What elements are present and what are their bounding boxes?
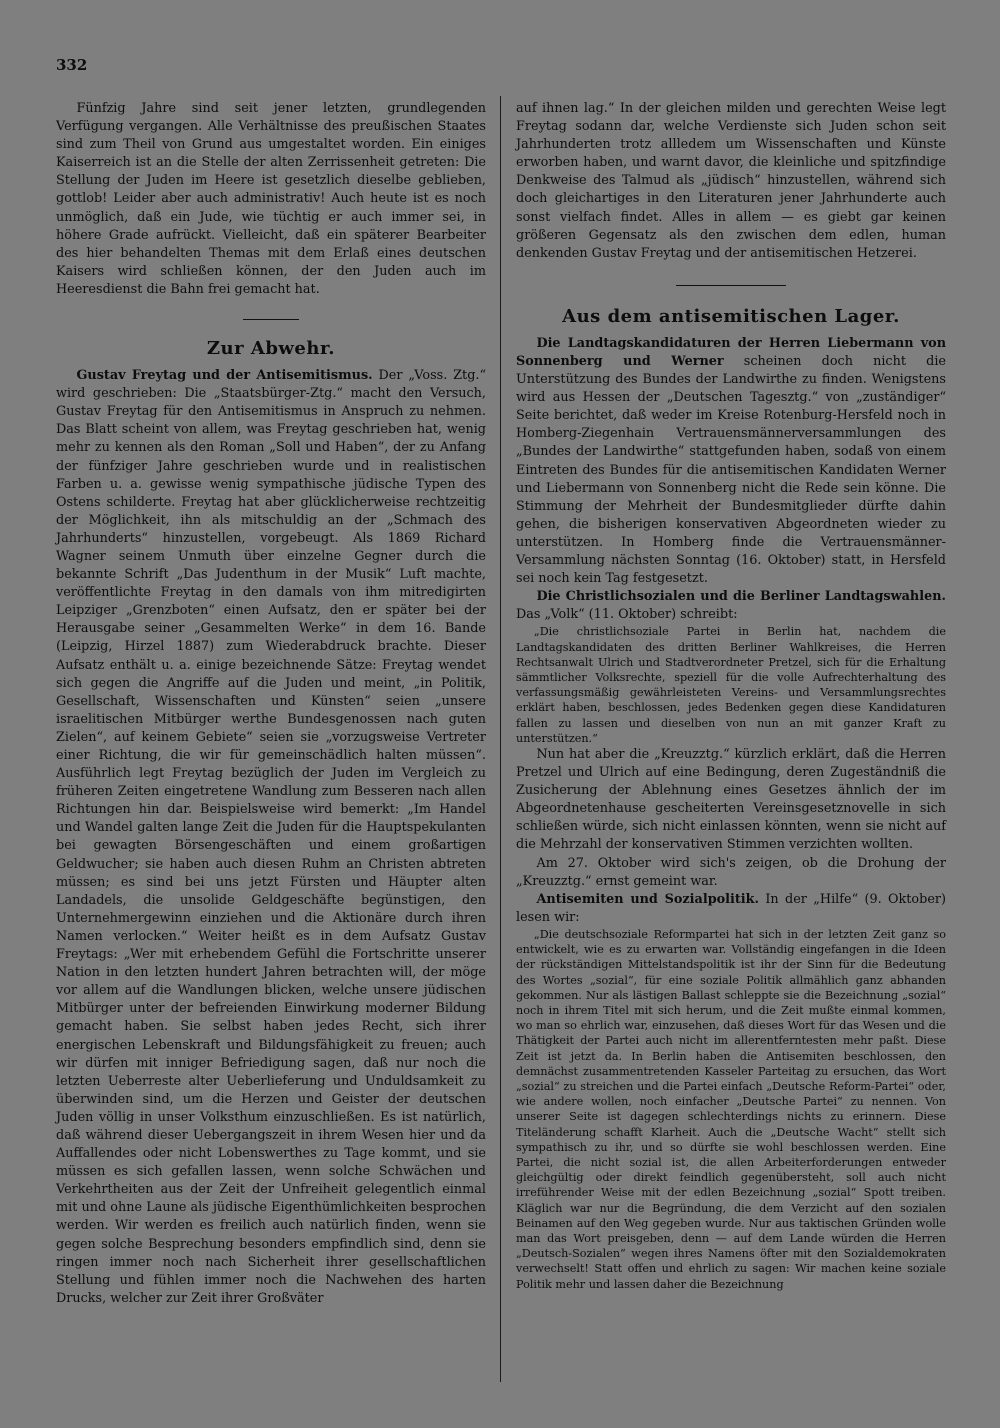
- sozpol-article: [516, 891, 946, 927]
- sozpol-quote: „Die deutschsoziale Reformpartei hat sich in der letzten Zeit ganz so entwickelt, wie es zu erwarten war. Vollständig eingefangen in die Ideen der rückständigen Mittelstandspolitik ist ihr der Sinn für die Bedeutung des Wortes „sozial“, für eine soziale Politik allmählich ganz abhanden gekommen. Nur als lästigen Ballast schleppte sie die Bezeichnung „sozial“ noch in ihrem Titel mit sich herum, und die Zeit mußte einmal kommen, wo man so ehrlich war, einzusehen, daß dieses Wort für das Wesen und die Thätigkeit der Partei auch nicht im allerentferntesten mehr paßt. Diese Zeit ist jetzt da. In Berlin haben die Antisemiten beschlossen, den demnächst zusammentretenden Kasseler Parteitag zu ersuchen, das Wort „sozial“ zu streichen und die Partei einfach „Deutsche Reform-Partei“ oder, wie andere wollen, noch einfacher „Deutsche Partei“ zu nennen. Von unserer Seite ist dagegen schlechterdings nichts zu erinnern. Diese Titeländerung schafft Klarheit. Auch die „Deutsche Wacht“ stellt sich sympathisch zu ihr, und so dürfte sie wohl beschlossen werden. Eine Partei, die nicht sozial ist, die allen Arbeiterforderungen entweder gleichgültig oder direkt feindlich gegenübersteht, soll auch nicht irreführender Weise mit der edlen Bezeichnung „sozial“ Spott treiben. Kläglich war nur die Begründung, die dem Verzicht auf den sozialen Beinamen auf den Weg gegeben wurde. Nur aus taktischen Gründen wolle man das Wort preisgeben, denn — auf dem Lande würden die Herren „Deutsch-Sozialen“ wegen ihres Namens öfter mit den Sozialdemokraten verwechselt! Statt offen und ehrlich zu sagen: Wir machen keine soziale Politik mehr und lassen daher die Bezeichnung: [516, 927, 946, 1291]
- oktober-paragraph: Am 27. Oktober wird sich's zeigen, ob die Drohung der „Kreuzztg.“ ernst gemeint war.: [516, 855, 946, 889]
- section-heading-abwehr: Zur Abwehr.: [206, 338, 336, 360]
- christsoz-article-lead: Die Christlichsozialen und die Berliner Landtagswahlen.: [536, 589, 946, 605]
- column-divider: [500, 96, 501, 1382]
- christsoz-article: [516, 588, 946, 624]
- left-column: [56, 100, 486, 1308]
- landtag-article-lead: Die Landtagskandidaturen der Herren Liebermann von Sonnenberg und Werner: [516, 335, 946, 369]
- intro-paragraph: Fünfzig Jahre sind seit jener letzten, grundlegenden Verfügung vergangen. Alle Verhältnisse des preußischen Staates sind zum Theil von Grund aus umgestaltet worden. Ein einiges Kaiserreich ist an die Stelle der alten Zerrissenheit getreten: Die Stellung der Juden im Heere ist gesetzlich dieselbe geblieben, gottlob! Leider aber auch administrativ! Auch heute ist es noch unmöglich, daß ein Jude, wie tüchtig er auch immer sei, in höhere Grade aufrückt. Vielleicht, daß ein späterer Bearbeiter des hier behandelten Themas mit dem Erlaß eines deutschen Kaisers wird schließen können, der den Juden auch im Heeresdienst die Bahn frei gemacht hat.: [56, 101, 486, 297]
- freytag-article: [56, 367, 486, 1308]
- section-heading-lager: Aus dem antisemitischen Lager.: [562, 305, 900, 327]
- christsoz-quote: „Die christlichsoziale Partei in Berlin hat, nachdem die Landtagskandidaten des dritten Berliner Wahlkreises, die Herren Rechtsanwalt Ulrich und Stadtverordneter Pretzel, sich für die Erhaltung sämmtlicher Volksrechte, speziell für die volle Aufrechterhaltung des verfassungsmäßig gewährleisteten Vereins- und Versammlungsrechtes erklärt haben, beschlossen, jedes Bedenken gegen diese Kandidaturen fallen zu lassen und dieselben von nun an mit ganzer Kraft zu unterstützen.“: [516, 625, 946, 745]
- section-rule: [243, 319, 299, 320]
- landtag-article: [516, 335, 946, 588]
- right-column: [516, 100, 946, 1292]
- landtag-article-text: scheinen doch nicht die Unterstützung des Bundes der Landwirthe zu finden. Wenigstens wird aus Hessen der „Deutschen Tagesztg.“ von „zuständiger“ Seite berichtet, daß weder im Kreise Rotenburg-Hersfeld noch in Homberg-Ziegenhain Vertrauensmännerversammlungen des „Bundes der Landwirthe“ stattgefunden haben, sodaß von einem Eintreten des Bundes für die antisemitischen Kandidaten Werner und Liebermann von Sonnenberg nicht die Rede sein könne. Die Stimmung der Mehrheit der Bundesmitglieder dürfte dahin gehen, die bisherigen konservativen Abgeordneten wieder zu unterstützen. In Homberg finde die Vertrauensmänner-Versammlung nächsten Sonntag (16. Oktober) statt, in Hersfeld sei noch kein Tag festgesetzt.: [516, 353, 946, 587]
- christsoz-article-text: Das „Volk“ (11. Oktober) schreibt:: [516, 607, 738, 623]
- sozpol-article-text: In der „Hilfe“ (9. Oktober) lesen wir:: [516, 891, 946, 925]
- page-number: 332: [56, 56, 88, 74]
- sozpol-article-lead: Antisemiten und Sozialpolitik.: [536, 891, 759, 907]
- section-rule: [676, 285, 786, 286]
- kreuzztg-paragraph: Nun hat aber die „Kreuzztg.“ kürzlich erklärt, daß die Herren Pretzel und Ulrich auf eine Bedingung, deren Zugeständniß die Zusicherung der Ablehnung eines Gesetzes ähnlich der im Abgeordnetenhause gescheiterten Vereinsgesetznovelle in sich schließen würde, sich nicht einlassen könnten, wenn sie nicht auf die Mehrzahl der konservativen Stimmen verzichten wollten.: [516, 746, 946, 853]
- freytag-article-lead: Gustav Freytag und der Antisemitismus.: [76, 368, 373, 384]
- freytag-article-text: Der „Voss. Ztg.“ wird geschrieben: Die „Staatsbürger-Ztg.“ macht den Versuch, Gustav Freytag für den Antisemitismus in Anspruch zu nehmen. Das Blatt scheint von allem, was Freytag geschrieben hat, wenig mehr zu kennen als den Roman „Soll und Haben“, der zu Anfang der fünfziger Jahre geschrieben wurde und in realistischen Farben u. a. gewisse wenig sympathische jüdische Typen des Ostens schilderte. Freytag hat aber glücklicherweise rechtzeitig der Möglichkeit, ihn als mitschuldig an der „Schmach des Jahrhunderts“ hinzustellen, vorgebeugt. Als 1869 Richard Wagner seinem Unmuth über einzelne Gegner durch die bekannte Schrift „Das Judenthum in der Musik“ Luft machte, veröffentlichte Freytag in den damals von ihm mitredigirten Leipziger „Grenzboten“ einen Aufsatz, den er später bei der Herausgabe seiner „Gesammelten Werke“ in dem 16. Bande (Leipzig, Hirzel 1887) zum Wiederabdruck brachte. Dieser Aufsatz enthält u. a. einige bezeichnende Sätze: Freytag wendet sich gegen die Angriffe auf die Juden und meint, „in Politik, Gesellschaft, Wissenschaften und Künsten“ seien „unsere israelitischen Mitbürger werthe Bundesgenossen nach guten Zielen“, auf keinem Gebiete“ seien sie „vorzugsweise Vertreter einer Richtung, die wir für gemeinschädlich halten müssen“. Ausführlich legt Freytag bezüglich der Juden im Vergleich zu früheren Zeiten eingetretene Wandlung zum Besseren nach allen Richtungen hin dar. Beispielsweise wird bemerkt: „Im Handel und Wandel galten lange Zeit die Juden für die Hauptspekulanten bei gewagten Börsengeschäften und einem großartigen Geldwucher; sie haben auch diesen Ruhm an Christen abtreten müssen; es sind bei uns jetzt Fürsten und Häupter alten Landadels, die unsolide Geldgeschäfte begünstigen, den Unternehmergewinn einziehen und die Aktionäre durch ihren Namen verlocken.“ Weiter heißt es in dem Aufsatz Gustav Freytags: „Wer mit erhebendem Gefühl die Fortschritte unserer Nation in den letzten hundert Jahren betrachten will, der möge vor allem auf die Wandlungen blicken, welche unsere jüdischen Mitbürger unter der befreienden Einwirkung moderner Bildung gemacht haben. Sie selbst haben jedes Recht, sich ihrer energischen Lebenskraft und Bildungsfähigkeit zu freuen; auch wir dürfen mit inniger Befriedigung sagen, daß nur noch die letzten Ueberreste alter Ueberlieferung und Unduldsamkeit zu überwinden sind, um die Herzen und Geister der deutschen Juden völlig in unser Volksthum einzuschließen. Es ist natürlich, daß während dieser Uebergangszeit in ihrem Wesen hier und da Auffallendes oder nicht Lobenswerthes zu Tage kommt, und sie müssen es sich gefallen lassen, wenn solche Schwächen und Verkehrtheiten aus der Zeit der Unfreiheit gelegentlich einmal mit und ohne Laune als jüdische Eigenthümlichkeiten besprochen werden. Wir werden es freilich auch natürlich finden, wenn sie gegen solche Besprechung besonders empfindlich sind, denn sie ringen immer noch nach Sicherheit ihrer gesellschaftlichen Stellung und fühlen immer noch die Nachwehen des harten Drucks, welcher zur Zeit ihrer Großväter: [56, 368, 487, 1306]
- continuation-paragraph: auf ihnen lag.“ In der gleichen milden und gerechten Weise legt Freytag sodann dar, welche Verdienste sich Juden schon seit Jahrhunderten trotz allledem um Wissenschaften und Künste erworben haben, und warnt davor, die kleinliche und spitzfindige Denkweise des Talmud als „jüdisch“ hinzustellen, während sich doch gleichartiges in den Literaturen jener Jahrhunderte auch sonst vielfach findet. Alles in allem — es giebt gar keinen größeren Gegensatz als den zwischen dem edlen, human denkenden Gustav Freytag und der antisemitischen Hetzerei.: [516, 101, 946, 261]
